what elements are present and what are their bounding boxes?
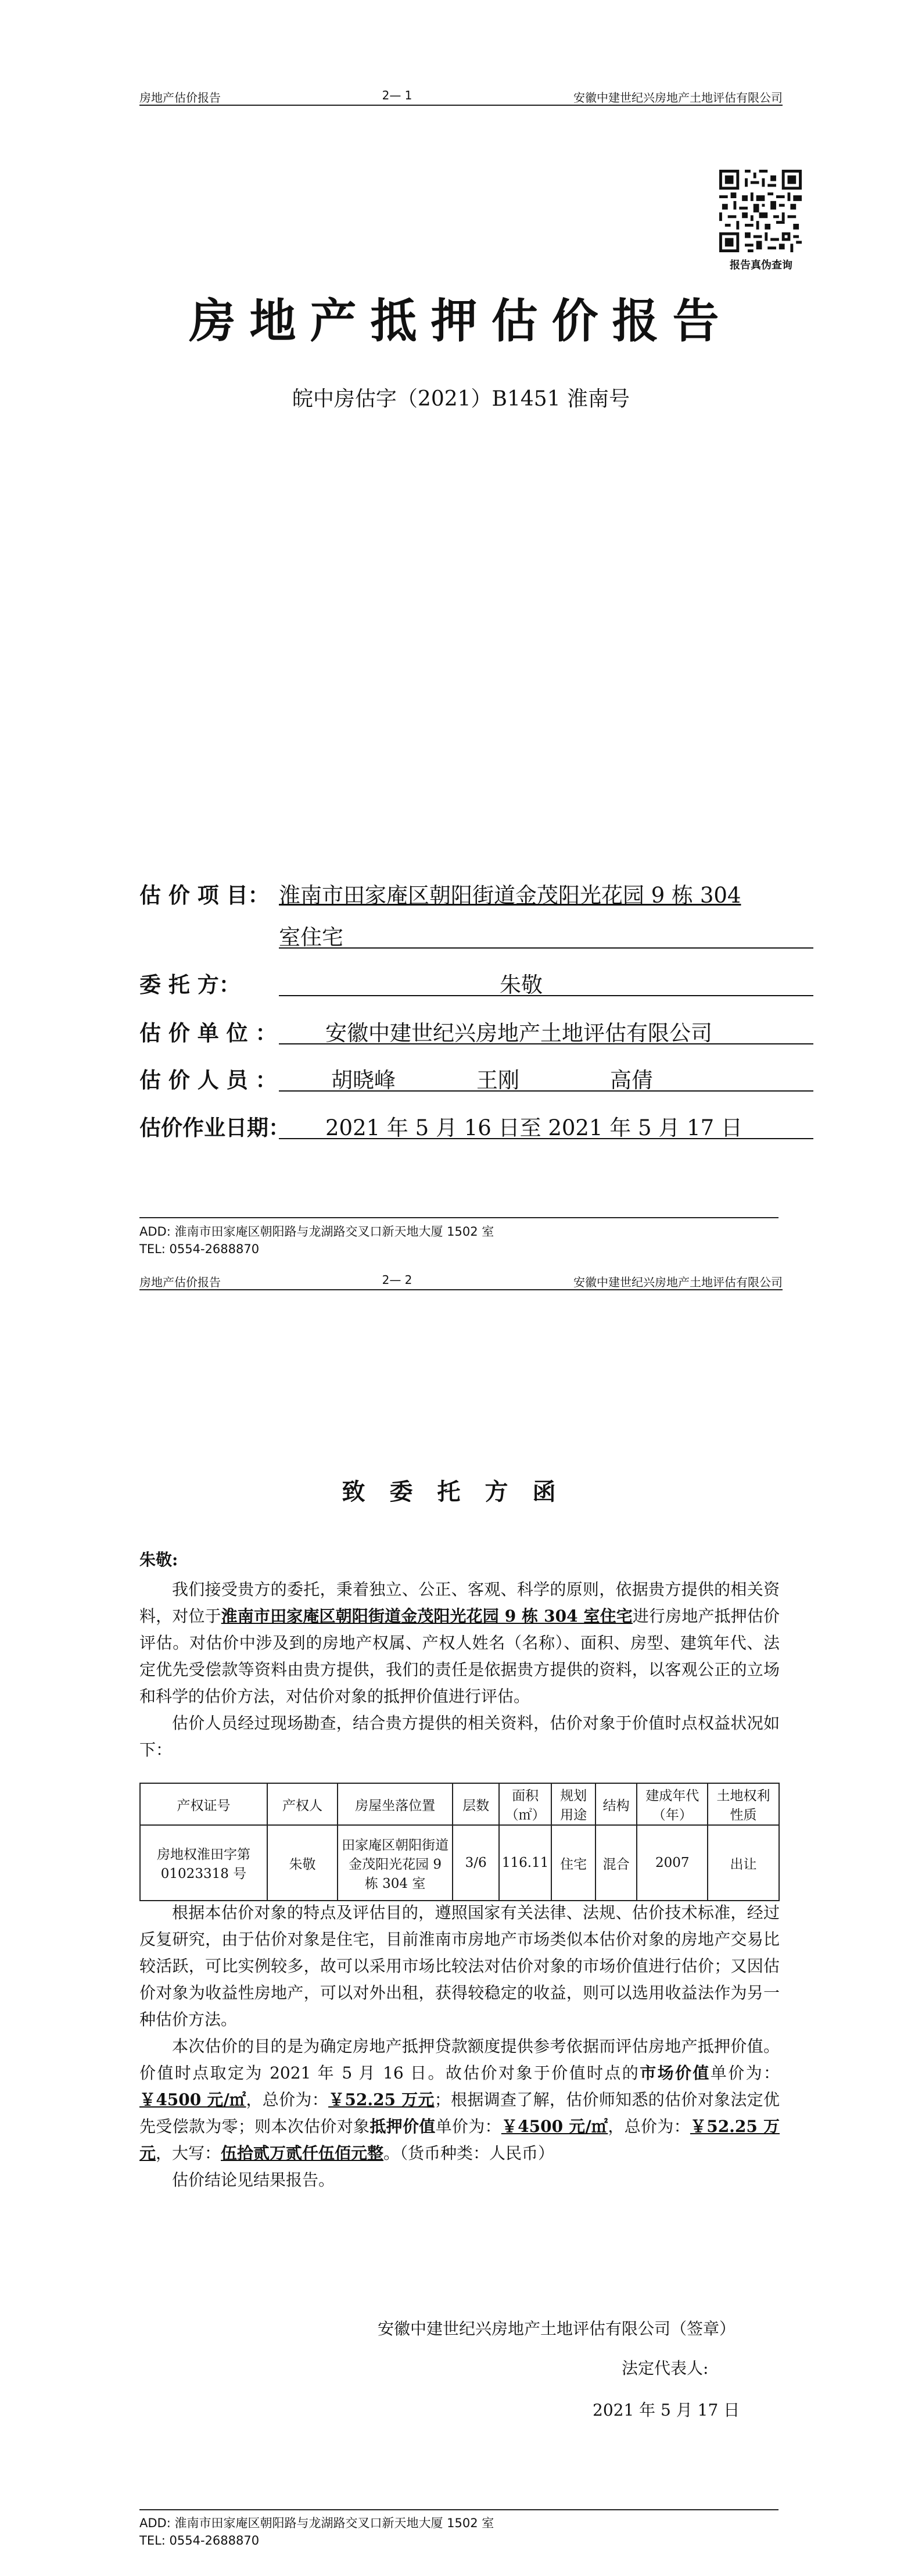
paragraph-intro <box>139 1576 780 1710</box>
property-table <box>139 1783 780 1901</box>
td-area: 116.11 <box>499 1825 551 1901</box>
td-location: 田家庵区朝阳街道金茂阳光花园 9 栋 304 室 <box>338 1825 453 1901</box>
td-cert-no: 房地权淮田字第 01023318 号 <box>140 1825 267 1901</box>
appraisers-underline <box>279 1090 813 1092</box>
dates-underline <box>279 1138 813 1139</box>
value-client: 朱敬 <box>500 972 543 997</box>
p1-text-a: 我们接受贵方的委托，秉着独立、公正、客观、科学的原则，依据贵方提供的相关资料，对位于 <box>139 1580 780 1626</box>
p4-text-c: ，总价为： <box>246 2090 329 2109</box>
letter-date: 2021 年 5 月 17 日 <box>593 2400 740 2420</box>
p4-text-f: ，总价为： <box>608 2117 690 2136</box>
market-value-label: 市场价值 <box>640 2063 711 2083</box>
footer-rule <box>139 2509 779 2510</box>
th-owner: 产权人 <box>267 1783 338 1825</box>
qr-caption: 报告真伪查询 <box>730 259 792 271</box>
table-row <box>140 1825 779 1901</box>
footer-rule <box>139 1217 779 1218</box>
value-appraiser-1: 胡晓峰 <box>331 1068 396 1093</box>
header-rule <box>139 105 783 106</box>
header-page-number: 2— 1 <box>382 88 412 102</box>
label-appraisers: 估 价 人 员 ： <box>139 1067 277 1093</box>
letter-body-2 <box>139 1899 780 2194</box>
p4-text-e: 单价为： <box>435 2117 501 2136</box>
header-company: 安徽中建世纪兴房地产土地评估有限公司 <box>573 1275 783 1289</box>
p5-text: 估价结论见结果报告。 <box>172 2170 335 2189</box>
th-floors: 层数 <box>453 1783 499 1825</box>
value-appraiser-org: 安徽中建世纪兴房地产土地评估有限公司 <box>325 1021 712 1046</box>
label-client: 委 托 方： <box>139 972 241 997</box>
page2-footer <box>139 2514 494 2549</box>
footer-address: ADD: 淮南市田家庵区朝阳路与龙湖路交叉口新天地大厦 1502 室 <box>139 2516 494 2530</box>
p4-text-g: ，大写： <box>156 2144 221 2163</box>
table-header-row <box>140 1783 779 1825</box>
paragraph-see-results <box>139 2167 780 2194</box>
td-floors: 3/6 <box>453 1825 499 1901</box>
page1-header <box>139 88 783 105</box>
p4-text-d: ；根据调查了解，估价师知悉的估价对象法定优先受偿款为零；则本次估价对象 <box>139 2090 780 2136</box>
paragraph-conclusion <box>139 2033 780 2167</box>
header-left: 房地产估价报告 <box>139 91 221 105</box>
mortgage-unit-price: ￥4500 元/㎡ <box>501 2117 608 2136</box>
p3-text: 根据本估价对象的特点及评估目的，遵照国家有关法律、法规、估价技术标准，经过反复研究，由于估价对象是住宅，目前淮南市房地产市场类似本估价对象的房地产交易比较活跃，可比实例较多，故可以采用市场比较法对估价对象的市场价值进行估价；又因估价对象为收益性房地产，可以对外出租，获得较稳定的收益，则可以选用收益法作为另一种估价方法。 <box>139 1903 780 2029</box>
company-seal-line: 安徽中建世纪兴房地产土地评估有限公司（签章） <box>378 2319 736 2338</box>
paragraph-survey <box>139 1710 780 1763</box>
th-use: 规划用途 <box>551 1783 595 1825</box>
property-address: 淮南市田家庵区朝阳街道金茂阳光花园 9 栋 304 室住宅 <box>221 1607 633 1626</box>
footer-tel: TEL: 0554-2688870 <box>139 1242 260 1256</box>
td-land-right: 出让 <box>708 1825 779 1901</box>
td-built-year: 2007 <box>637 1825 708 1901</box>
p4-text-b: 单价为： <box>710 2063 780 2083</box>
p4-text-h: 。（货币种类：人民币） <box>383 2144 555 2163</box>
header-page-number: 2— 2 <box>382 1273 412 1287</box>
th-location: 房屋坐落位置 <box>338 1783 453 1825</box>
td-owner: 朱敬 <box>267 1825 338 1901</box>
value-project-line2: 室住宅 <box>279 925 343 950</box>
header-rule <box>139 1289 783 1290</box>
page1-footer <box>139 1223 494 1258</box>
mortgage-value-label: 抵押价值 <box>369 2117 436 2136</box>
mortgage-total-price: ￥52.25 万元 <box>139 2117 780 2163</box>
total-in-words: 伍拾贰万贰仟伍佰元整 <box>221 2144 384 2163</box>
letter-body-1 <box>139 1576 780 1763</box>
page2-header <box>139 1273 783 1290</box>
label-appraiser-org: 估 价 单 位 ： <box>139 1020 277 1046</box>
paragraph-method <box>139 1899 780 2033</box>
td-use: 住宅 <box>551 1825 595 1901</box>
p2-text: 估价人员经过现场勘查，结合贵方提供的相关资料，估价对象于价值时点权益状况如下： <box>139 1713 780 1759</box>
salutation: 朱敬: <box>139 1550 178 1569</box>
th-cert-no: 产权证号 <box>140 1783 267 1825</box>
header-company: 安徽中建世纪兴房地产土地评估有限公司 <box>573 91 783 105</box>
appraiser-org-underline <box>279 1043 813 1044</box>
market-total-price: ￥52.25 万元 <box>328 2090 435 2109</box>
legal-representative: 法定代表人: <box>622 2359 709 2378</box>
value-project-line1: 淮南市田家庵区朝阳街道金茂阳光花园 9 栋 304 <box>279 883 741 908</box>
project-underline <box>279 947 813 949</box>
th-built-year: 建成年代（年） <box>637 1783 708 1825</box>
qr-code-icon <box>719 170 802 252</box>
footer-tel: TEL: 0554-2688870 <box>139 2534 260 2548</box>
p1-text-c: 进行房地产抵押估价评估。对估价中涉及到的房地产权属、产权人姓名（名称）、面积、房型、建筑年代、法定优先受偿款等资料由贵方提供，我们的责任是依据贵方提供的资料，以客观公正的立场和科学的估价方法，对估价对象的抵押价值进行评估。 <box>139 1607 780 1706</box>
header-left: 房地产估价报告 <box>139 1275 221 1289</box>
footer-address: ADD: 淮南市田家庵区朝阳路与龙湖路交叉口新天地大厦 1502 室 <box>139 1225 494 1239</box>
label-dates: 估价作业日期： <box>139 1115 290 1140</box>
th-area: 面积（㎡） <box>499 1783 551 1825</box>
th-land-right: 土地权利性质 <box>708 1783 779 1825</box>
value-dates: 2021 年 5 月 16 日至 2021 年 5 月 17 日 <box>325 1115 742 1140</box>
td-structure: 混合 <box>595 1825 637 1901</box>
value-appraiser-2: 王刚 <box>476 1068 519 1093</box>
document-number: 皖中房估字（2021）B1451 淮南号 <box>292 387 630 411</box>
letter-title: 致委托方函 <box>342 1478 580 1505</box>
th-structure: 结构 <box>595 1783 637 1825</box>
value-appraiser-3: 高倩 <box>610 1068 653 1093</box>
label-project: 估 价 项 目： <box>139 882 270 908</box>
market-unit-price: ￥4500 元/㎡ <box>139 2090 246 2109</box>
client-underline <box>279 995 813 996</box>
report-title: 房地产抵押估价报告 <box>189 294 733 348</box>
p4-text-a: 本次估价的目的是为确定房地产抵押贷款额度提供参考依据而评估房地产抵押价值。价值时点取定为 2021 年 5 月 16 日。故估价对象于价值时点的 <box>139 2037 780 2083</box>
